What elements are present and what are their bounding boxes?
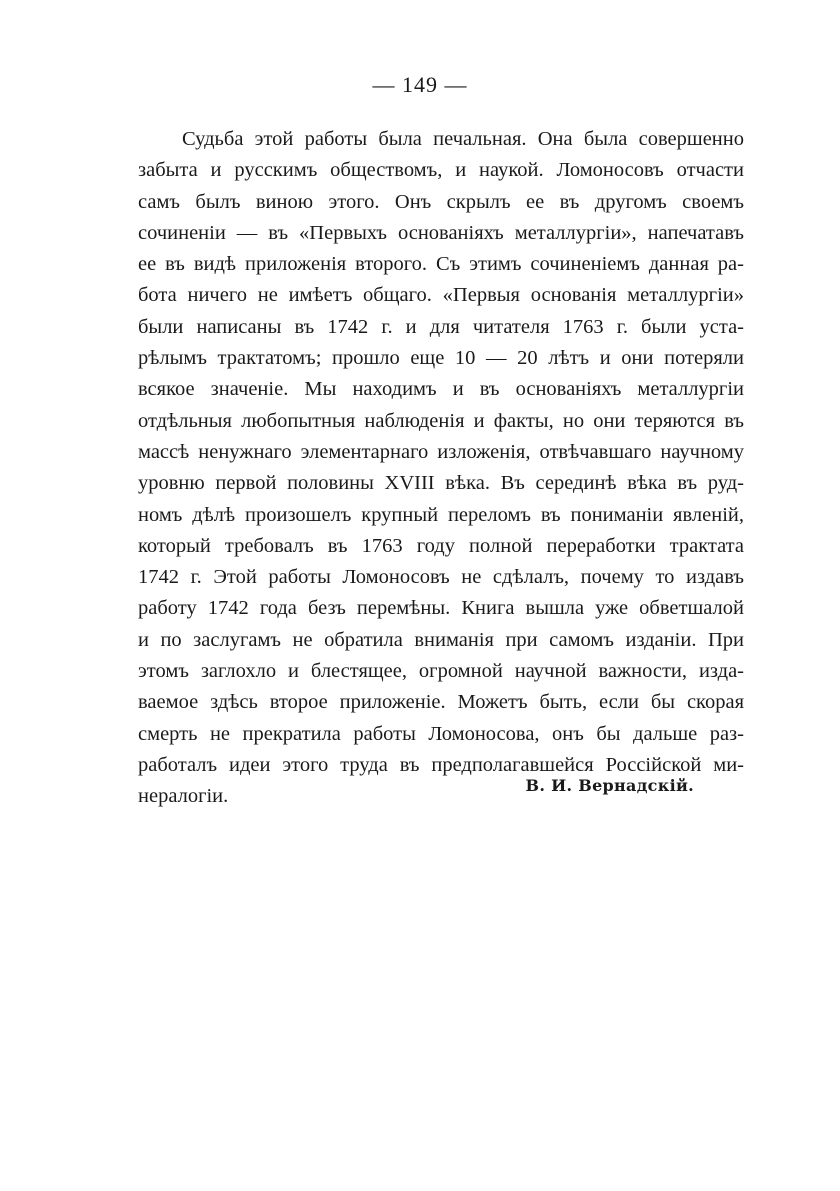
text-line: уровню первой половины XVIII вѣка. Въ серединѣ вѣка въ руд- (138, 472, 744, 495)
text-line: ваемое здѣсь второе приложеніе. Можетъ быть, если бы скорая (138, 691, 744, 714)
text-line: всякое значеніе. Мы находимъ и въ основаніяхъ металлургіи (138, 378, 744, 401)
text-line: самъ былъ виною этого. Онъ скрылъ ее въ другомъ своемъ (138, 190, 744, 213)
text-line: этомъ заглохло и блестящее, огромной научной важности, изда- (138, 660, 744, 683)
text-line: массѣ ненужнаго элементарнаго изложенія, отвѣчавшаго научному (138, 440, 744, 463)
text-line: ее въ видѣ приложенія второго. Съ этимъ сочиненіемъ данная ра- (138, 253, 744, 276)
text-line: бота ничего не имѣетъ общаго. «Первыя основанія металлургіи» (138, 284, 744, 307)
text-line: который требовалъ въ 1763 году полной переработки трактата (138, 534, 744, 557)
page-number: — 149 — (372, 72, 468, 97)
text-line: нералогіи. (138, 785, 229, 808)
text-line: Судьба этой работы была печальная. Она была совершенно (182, 128, 744, 150)
body-paragraph (138, 124, 744, 813)
author-signature: В. И. Вернадскій. (525, 776, 694, 795)
text-line: забыта и русскимъ обществомъ, и наукой. Ломоносовъ отчасти (138, 159, 744, 182)
text-line: отдѣльныя любопытныя наблюденія и факты, но они теряются въ (138, 409, 744, 432)
text-line: сочиненіи — въ «Первыхъ основаніяхъ металлургіи», напечатавъ (138, 221, 744, 244)
text-line: были написаны въ 1742 г. и для читателя 1763 г. были уста- (138, 315, 744, 338)
text-line: работу 1742 года безъ перемѣны. Книга вышла уже обветшалой (138, 597, 744, 620)
text-line: и по заслугамъ не обратила вниманія при самомъ изданіи. При (138, 628, 744, 651)
text-line: работалъ идеи этого труда въ предполагавшейся Россійской ми- (138, 753, 744, 776)
text-line: номъ дѣлѣ произошелъ крупный переломъ въ пониманіи явленій, (138, 503, 744, 526)
text-line: рѣлымъ трактатомъ; прошло еще 10 — 20 лѣтъ и они потеряли (138, 347, 744, 370)
text-line: 1742 г. Этой работы Ломоносовъ не сдѣлалъ, почему то издавъ (138, 566, 744, 589)
text-line: смерть не прекратила работы Ломоносова, онъ бы дальше раз- (138, 722, 744, 745)
